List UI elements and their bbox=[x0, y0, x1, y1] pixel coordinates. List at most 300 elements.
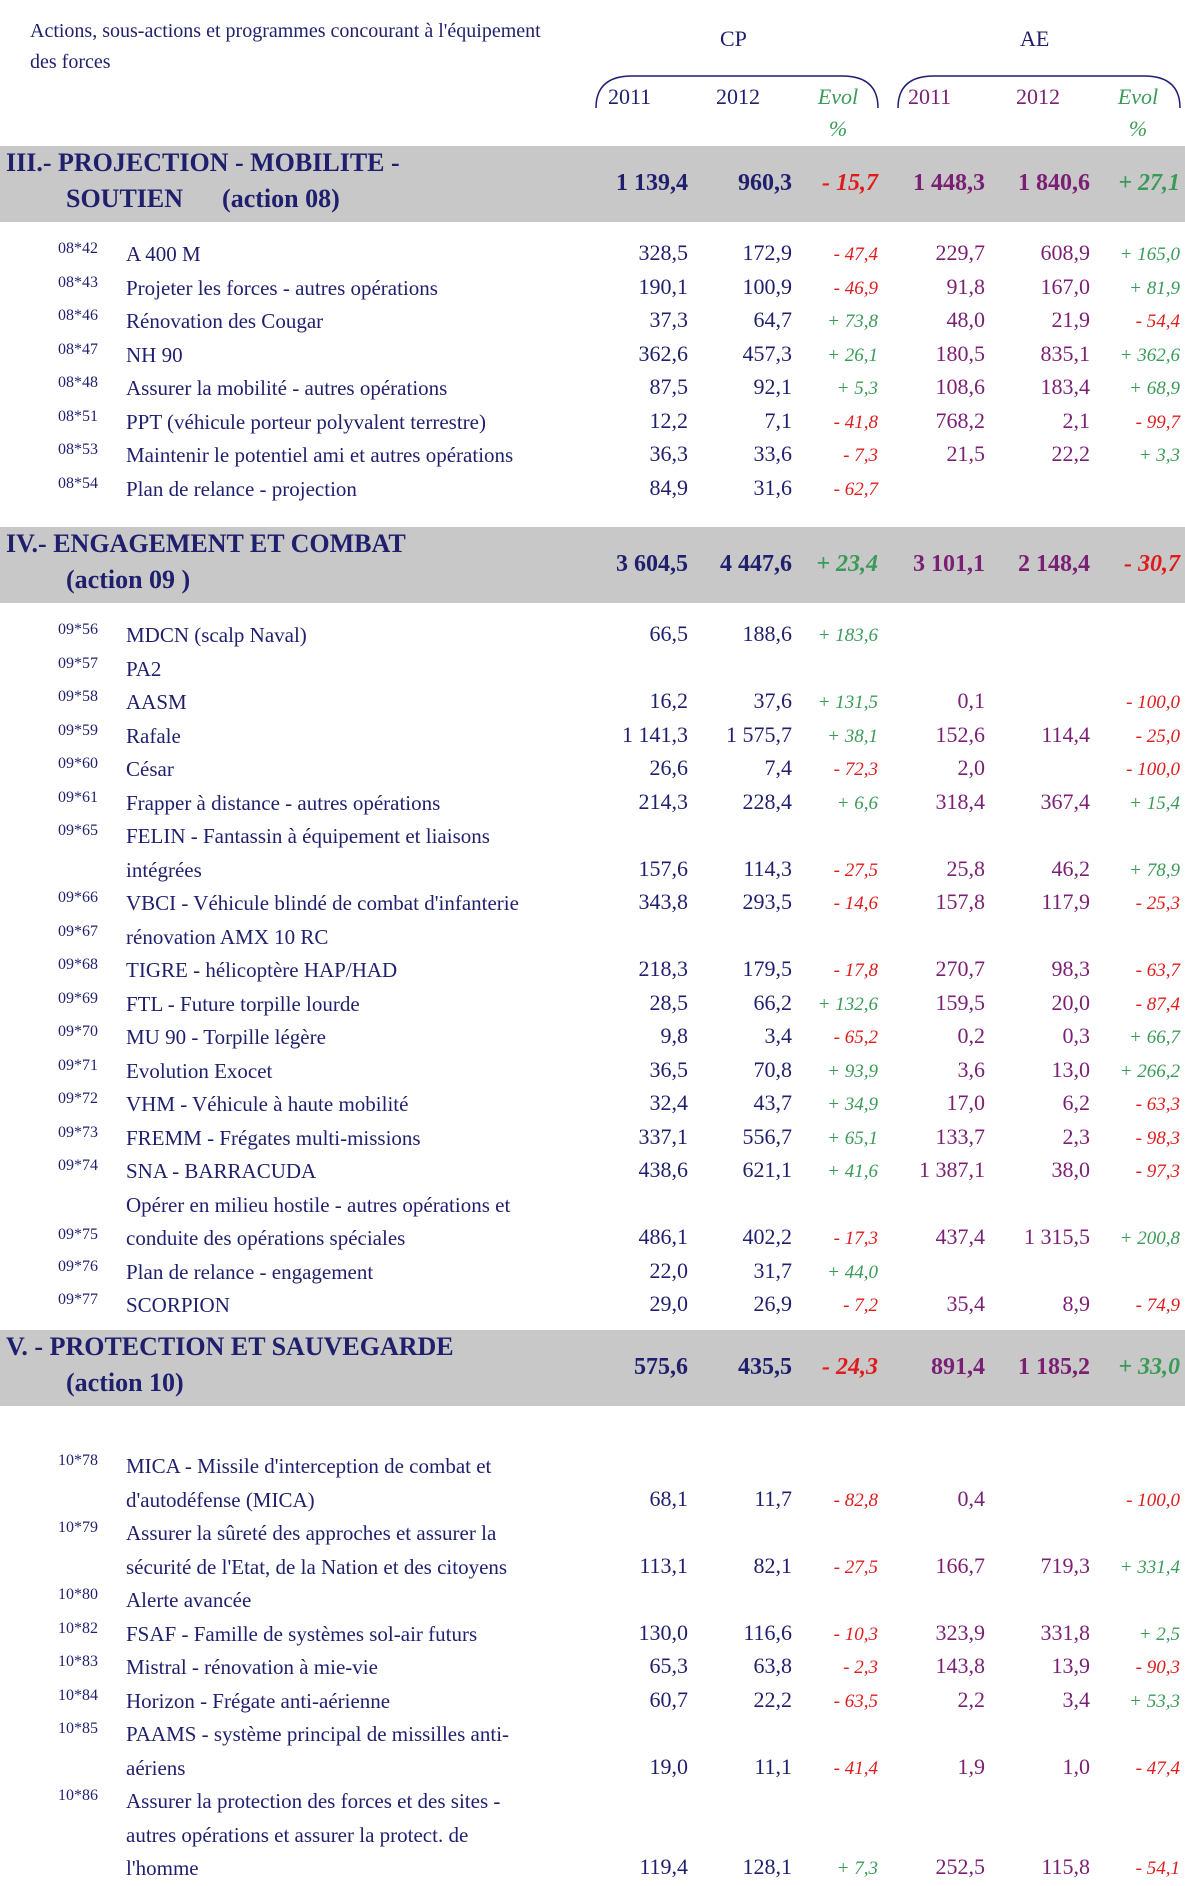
row-label-line: PPT (véhicule porteur polyvalent terrestre) bbox=[126, 409, 486, 434]
cp-evol-label: Evol bbox=[817, 84, 859, 109]
row-code: 09*75 bbox=[58, 1226, 98, 1243]
cell-ae-evol: - 25,3 bbox=[1135, 893, 1180, 914]
cell-ae2012: 46,2 bbox=[1051, 855, 1090, 881]
row-label-line: Rafale bbox=[126, 723, 181, 748]
row-label-line: FSAF - Famille de systèmes sol-air futurs bbox=[126, 1621, 478, 1646]
table-row bbox=[0, 988, 1185, 1022]
cell-cp2012: 43,7 bbox=[753, 1090, 792, 1115]
cell-ae2011: 159,5 bbox=[935, 989, 985, 1015]
section-ae-evol: + 27,1 bbox=[1118, 170, 1180, 196]
row-code: 08*54 bbox=[58, 474, 98, 492]
cell-ae2011: 229,7 bbox=[935, 240, 985, 265]
table-row bbox=[0, 1718, 1185, 1785]
cell-ae-evol: + 68,9 bbox=[1129, 378, 1180, 399]
row-code: 09*61 bbox=[58, 788, 98, 806]
row-label-line: Horizon - Frégate anti-aérienne bbox=[126, 1688, 391, 1713]
cell-cp2012: 116,6 bbox=[743, 1619, 792, 1645]
row-label bbox=[126, 406, 486, 440]
cell-ae2011: 180,5 bbox=[935, 340, 985, 366]
row-code: 10*84 bbox=[58, 1686, 98, 1704]
row-label bbox=[126, 988, 360, 1022]
cell-ae-evol: - 100,0 bbox=[1126, 692, 1180, 713]
cell-ae2011: 25,8 bbox=[946, 855, 985, 881]
row-label bbox=[126, 954, 397, 988]
cell-cp2012: 114,3 bbox=[743, 855, 792, 881]
row-label-line: autres opérations et assurer la protect. de bbox=[126, 1822, 469, 1847]
section-ae-2011: 1 448,3 bbox=[913, 170, 985, 196]
cell-cp2011: 157,6 bbox=[638, 855, 688, 881]
row-label-line: rénovation AMX 10 RC bbox=[126, 924, 329, 949]
cell-cp-evol: - 65,2 bbox=[833, 1027, 878, 1048]
cell-cp2012: 37,6 bbox=[753, 688, 792, 713]
row-label-line: AASM bbox=[126, 690, 187, 714]
row-code: 08*51 bbox=[58, 407, 98, 425]
cell-ae-evol: + 266,2 bbox=[1119, 1060, 1180, 1082]
cell-cp-evol: + 93,9 bbox=[827, 1060, 878, 1082]
row-code: 09*74 bbox=[58, 1157, 98, 1174]
section-ae-evol: - 30,7 bbox=[1124, 551, 1180, 577]
cell-ae-evol: - 90,3 bbox=[1135, 1657, 1180, 1678]
section-cp-2012: 4 447,6 bbox=[720, 551, 792, 577]
section-cp-2011: 1 139,4 bbox=[616, 170, 688, 196]
row-code: 09*58 bbox=[58, 688, 98, 705]
section-cp-evol: - 15,7 bbox=[822, 170, 878, 196]
cell-cp-evol: - 62,7 bbox=[833, 478, 878, 500]
row-label bbox=[126, 305, 323, 339]
row-code: 08*42 bbox=[58, 240, 98, 257]
cell-ae-evol: - 100,0 bbox=[1126, 1489, 1180, 1511]
row-label bbox=[126, 1517, 507, 1584]
cell-ae-evol: - 87,4 bbox=[1135, 993, 1180, 1015]
cell-ae2012: 1 315,5 bbox=[1024, 1224, 1090, 1249]
section-ae-2011: 891,4 bbox=[931, 1354, 985, 1380]
cell-ae-evol: + 362,6 bbox=[1119, 344, 1180, 366]
cell-cp2012: 11,1 bbox=[754, 1753, 792, 1779]
cell-cp2011: 1 141,3 bbox=[622, 721, 688, 747]
row-label bbox=[126, 1021, 326, 1055]
row-label-line: Alerte avancée bbox=[126, 1588, 252, 1612]
cell-ae-evol: + 78,9 bbox=[1129, 859, 1180, 881]
cell-cp2012: 457,3 bbox=[742, 340, 792, 366]
cell-cp2011: 12,2 bbox=[649, 407, 688, 433]
cell-cp2012: 402,2 bbox=[742, 1224, 792, 1249]
cell-ae-evol: + 2,5 bbox=[1138, 1623, 1180, 1645]
row-label bbox=[126, 238, 201, 272]
row-label bbox=[126, 653, 161, 687]
cell-cp2011: 9,8 bbox=[660, 1023, 688, 1048]
cell-ae-evol: + 15,4 bbox=[1129, 792, 1180, 814]
cell-ae2012: 38,0 bbox=[1051, 1157, 1090, 1182]
cell-ae2011: 0,4 bbox=[957, 1485, 985, 1511]
cell-cp2011: 65,3 bbox=[649, 1653, 688, 1678]
cell-cp2012: 70,8 bbox=[753, 1056, 792, 1082]
table-row bbox=[0, 1651, 1185, 1685]
row-label-line: VHM - Véhicule à haute mobilité bbox=[126, 1092, 409, 1116]
cell-ae2011: 0,2 bbox=[957, 1023, 985, 1048]
cell-ae2011: 143,8 bbox=[935, 1653, 985, 1678]
row-label bbox=[126, 1618, 477, 1652]
cell-ae-evol: - 97,3 bbox=[1135, 1161, 1180, 1182]
ae-group-label: AE bbox=[1020, 26, 1050, 51]
row-code: 08*47 bbox=[58, 340, 98, 358]
cell-ae2011: 48,0 bbox=[946, 307, 985, 332]
cell-ae2011: 17,0 bbox=[946, 1090, 985, 1115]
section-ae-evol: + 33,0 bbox=[1118, 1354, 1180, 1380]
cell-ae2011: 2,2 bbox=[957, 1686, 985, 1712]
row-code: 09*71 bbox=[58, 1056, 98, 1074]
table-row bbox=[0, 653, 1185, 687]
row-code: 09*77 bbox=[58, 1291, 98, 1308]
row-label-line: Mistral - rénovation à mie-vie bbox=[126, 1655, 378, 1679]
cell-ae-evol: - 99,7 bbox=[1135, 411, 1180, 433]
cell-ae-evol: - 63,3 bbox=[1135, 1094, 1180, 1115]
row-label bbox=[126, 753, 174, 787]
cell-ae2012: 835,1 bbox=[1040, 340, 1090, 366]
row-code: 09*69 bbox=[58, 989, 98, 1007]
row-label-line: MU 90 - Torpille légère bbox=[126, 1025, 326, 1049]
cell-ae-evol: + 331,4 bbox=[1119, 1556, 1180, 1578]
section-title: IV.- ENGAGEMENT ET COMBAT bbox=[6, 529, 406, 558]
row-label bbox=[126, 619, 307, 653]
cell-ae-evol: - 63,7 bbox=[1135, 960, 1180, 981]
cell-cp2012: 22,2 bbox=[753, 1686, 792, 1712]
row-label bbox=[126, 1785, 500, 1886]
cell-ae-evol: + 53,3 bbox=[1129, 1690, 1180, 1712]
row-label-line: MDCN (scalp Naval) bbox=[126, 623, 307, 647]
cp-evol-pct: % bbox=[828, 116, 848, 141]
table-row bbox=[0, 238, 1185, 272]
row-code: 09*67 bbox=[58, 922, 98, 940]
cell-cp2012: 100,9 bbox=[742, 273, 792, 299]
cell-ae-evol: + 200,8 bbox=[1119, 1228, 1180, 1249]
table-row bbox=[0, 406, 1185, 440]
row-label bbox=[126, 339, 183, 373]
row-label bbox=[126, 1584, 251, 1618]
cell-cp-evol: - 82,8 bbox=[833, 1489, 878, 1511]
row-label bbox=[126, 439, 513, 473]
row-label bbox=[126, 473, 357, 507]
row-code: 08*53 bbox=[58, 441, 98, 458]
cell-ae2011: 91,8 bbox=[946, 273, 985, 299]
cell-cp2011: 84,9 bbox=[649, 474, 688, 500]
cell-cp2012: 7,1 bbox=[764, 407, 792, 433]
cell-cp2011: 60,7 bbox=[649, 1686, 688, 1712]
cp-group-label: CP bbox=[720, 26, 747, 51]
cell-ae2012: 6,2 bbox=[1062, 1090, 1090, 1115]
cell-cp-evol: - 27,5 bbox=[833, 1556, 878, 1578]
section-title: III.- PROJECTION - MOBILITE - bbox=[6, 148, 400, 177]
row-label-line: Plan de relance - engagement bbox=[126, 1259, 374, 1284]
cell-ae2011: 152,6 bbox=[935, 721, 985, 747]
cell-cp2011: 337,1 bbox=[638, 1123, 688, 1149]
cell-cp-evol: - 47,4 bbox=[833, 244, 878, 265]
section-cp-2012: 960,3 bbox=[738, 170, 792, 196]
row-label bbox=[126, 1256, 373, 1290]
row-label-line: SNA - BARRACUDA bbox=[126, 1159, 317, 1183]
row-label-line: intégrées bbox=[126, 857, 202, 882]
row-label-line: FELIN - Fantassin à équipement et liaisons bbox=[126, 824, 490, 848]
cell-cp2012: 11,7 bbox=[754, 1485, 792, 1511]
cell-cp-evol: + 38,1 bbox=[827, 725, 878, 747]
cell-cp-evol: + 34,9 bbox=[827, 1094, 878, 1115]
cell-cp2011: 37,3 bbox=[649, 307, 688, 332]
row-label-line: VBCI - Véhicule blindé de combat d'infanterie bbox=[126, 891, 519, 915]
section-cp-2012: 435,5 bbox=[738, 1354, 792, 1380]
cell-ae2012: 719,3 bbox=[1040, 1552, 1090, 1578]
cell-ae-evol: - 98,3 bbox=[1135, 1127, 1180, 1149]
row-label bbox=[126, 1189, 510, 1256]
cell-cp2012: 66,2 bbox=[753, 989, 792, 1015]
cell-ae2011: 0,1 bbox=[957, 688, 985, 713]
cell-cp2012: 188,6 bbox=[742, 621, 792, 646]
cell-ae2011: 35,4 bbox=[946, 1291, 985, 1316]
cell-cp-evol: - 10,3 bbox=[833, 1623, 878, 1645]
cell-ae2011: 157,8 bbox=[935, 889, 985, 914]
cell-cp2012: 26,9 bbox=[753, 1291, 792, 1316]
cell-cp2011: 343,8 bbox=[638, 889, 688, 914]
cell-ae2012: 8,9 bbox=[1062, 1291, 1090, 1316]
table-row bbox=[0, 1021, 1185, 1055]
row-label-line: Frapper à distance - autres opérations bbox=[126, 790, 441, 815]
table-row bbox=[0, 473, 1185, 507]
cell-ae2011: 1,9 bbox=[957, 1753, 985, 1779]
cell-cp2011: 36,5 bbox=[649, 1056, 688, 1082]
row-label-line: Opérer en milieu hostile - autres opérations et bbox=[126, 1192, 511, 1217]
table-row bbox=[0, 1584, 1185, 1618]
row-code: 10*83 bbox=[58, 1653, 98, 1670]
row-label-line: PA2 bbox=[126, 656, 162, 681]
table-row bbox=[0, 1618, 1185, 1652]
cell-cp2012: 293,5 bbox=[742, 889, 792, 914]
row-label bbox=[126, 921, 328, 955]
cell-cp2011: 214,3 bbox=[638, 788, 688, 814]
cell-cp2012: 92,1 bbox=[753, 374, 792, 399]
row-label bbox=[126, 1055, 272, 1089]
cp-year-2012: 2012 bbox=[716, 84, 760, 109]
row-label bbox=[126, 820, 490, 887]
cell-cp-evol: + 44,0 bbox=[827, 1261, 878, 1283]
row-label-line: Assurer la sûreté des approches et assurer la bbox=[126, 1521, 497, 1545]
cell-ae2012: 21,9 bbox=[1051, 307, 1090, 332]
cell-cp2012: 1 575,7 bbox=[726, 721, 792, 747]
cell-ae2011: 270,7 bbox=[935, 956, 985, 981]
row-label-line: FTL - Future torpille lourde bbox=[126, 991, 360, 1016]
row-label-line: sécurité de l'Etat, de la Nation et des citoyens bbox=[126, 1554, 508, 1579]
row-label bbox=[126, 1450, 491, 1517]
section-title: V. - PROTECTION ET SAUVEGARDE bbox=[6, 1332, 454, 1361]
row-code: 09*66 bbox=[58, 889, 98, 906]
cell-cp2011: 68,1 bbox=[649, 1485, 688, 1511]
cell-cp2011: 190,1 bbox=[638, 273, 688, 299]
cell-ae2011: 2,0 bbox=[957, 755, 985, 780]
section-ae-2011: 3 101,1 bbox=[913, 551, 985, 577]
row-label-line: conduite des opérations spéciales bbox=[126, 1226, 406, 1250]
table-header-title: Actions, sous-actions et programmes concourant à l'équipement des forces bbox=[30, 20, 541, 73]
cell-ae2011: 1 387,1 bbox=[919, 1157, 985, 1182]
cell-ae-evol: - 54,4 bbox=[1135, 311, 1180, 332]
cell-ae2011: 166,7 bbox=[935, 1552, 985, 1578]
cell-cp2011: 113,1 bbox=[639, 1552, 688, 1578]
cell-cp-evol: + 41,6 bbox=[827, 1161, 878, 1182]
row-label-line: SCORPION bbox=[126, 1293, 230, 1317]
row-label-line: A 400 M bbox=[126, 242, 201, 266]
table-row bbox=[0, 1785, 1185, 1886]
table-row bbox=[0, 1289, 1185, 1323]
cell-cp2011: 328,5 bbox=[638, 240, 688, 265]
section-subtitle: (action 09 ) bbox=[66, 565, 191, 594]
cell-cp2011: 438,6 bbox=[638, 1157, 688, 1182]
row-code: 10*86 bbox=[58, 1787, 98, 1804]
table-row bbox=[0, 1256, 1185, 1290]
row-label bbox=[126, 720, 181, 754]
row-code: 09*56 bbox=[58, 621, 98, 638]
cell-cp-evol: - 72,3 bbox=[833, 759, 878, 780]
row-label bbox=[126, 887, 519, 921]
table-row bbox=[0, 1088, 1185, 1122]
cell-cp-evol: - 14,6 bbox=[833, 893, 878, 914]
row-label bbox=[126, 1155, 316, 1189]
cell-cp2011: 362,6 bbox=[638, 340, 688, 366]
row-label bbox=[126, 1685, 390, 1719]
row-label-line: Assurer la mobilité - autres opérations bbox=[126, 376, 448, 400]
row-code: 09*76 bbox=[58, 1257, 98, 1275]
table-row bbox=[0, 1685, 1185, 1719]
cell-ae2012: 22,2 bbox=[1051, 441, 1090, 466]
table-row bbox=[0, 720, 1185, 754]
cell-ae2012: 331,8 bbox=[1040, 1619, 1090, 1645]
row-code: 10*85 bbox=[58, 1720, 98, 1737]
table-row bbox=[0, 272, 1185, 306]
table-row bbox=[0, 339, 1185, 373]
cell-ae2012: 13,9 bbox=[1051, 1653, 1090, 1678]
cell-cp2011: 19,0 bbox=[649, 1753, 688, 1779]
cell-cp-evol: - 7,2 bbox=[843, 1295, 878, 1316]
cell-cp2012: 7,4 bbox=[764, 755, 792, 780]
cell-ae-evol: - 47,4 bbox=[1135, 1757, 1180, 1779]
section-ae-2012: 2 148,4 bbox=[1018, 551, 1090, 577]
cell-cp-evol: + 131,5 bbox=[817, 692, 878, 713]
cell-cp2012: 128,1 bbox=[742, 1854, 792, 1879]
cell-cp2012: 228,4 bbox=[742, 788, 792, 814]
row-label bbox=[126, 1718, 509, 1785]
section-ae-2012: 1 185,2 bbox=[1018, 1354, 1090, 1380]
cell-cp-evol: + 132,6 bbox=[817, 993, 878, 1015]
cell-ae2011: 133,7 bbox=[935, 1123, 985, 1149]
section-cp-evol: + 23,4 bbox=[816, 551, 878, 577]
table-row bbox=[0, 305, 1185, 339]
cell-ae-evol: - 100,0 bbox=[1126, 759, 1180, 780]
row-label-line: Evolution Exocet bbox=[126, 1058, 273, 1083]
cell-cp2011: 26,6 bbox=[649, 755, 688, 780]
cell-ae2012: 115,8 bbox=[1041, 1854, 1090, 1879]
row-label-line: TIGRE - hélicoptère HAP/HAD bbox=[126, 958, 398, 982]
cell-cp2011: 16,2 bbox=[649, 688, 688, 713]
table-row bbox=[0, 1055, 1185, 1089]
cell-ae2012: 13,0 bbox=[1051, 1056, 1090, 1082]
cell-cp-evol: - 63,5 bbox=[833, 1690, 878, 1712]
cell-ae-evol: - 25,0 bbox=[1135, 725, 1180, 747]
section-subtitle: (action 10) bbox=[66, 1368, 184, 1397]
row-label-line: Rénovation des Cougar bbox=[126, 309, 324, 333]
row-label-line: Assurer la protection des forces et des sites - bbox=[126, 1789, 501, 1813]
table-row bbox=[0, 820, 1185, 887]
row-code: 09*59 bbox=[58, 721, 98, 739]
cell-ae2012: 2,1 bbox=[1062, 407, 1090, 433]
table-row bbox=[0, 887, 1185, 921]
table-row bbox=[0, 372, 1185, 406]
section-cp-2011: 575,6 bbox=[634, 1354, 688, 1380]
cell-cp2012: 63,8 bbox=[753, 1653, 792, 1678]
ae-evol-label: Evol bbox=[1117, 84, 1159, 109]
table-row bbox=[0, 921, 1185, 955]
cell-cp-evol: - 41,4 bbox=[833, 1757, 878, 1779]
cell-ae2011: 21,5 bbox=[946, 441, 985, 466]
cell-ae2012: 367,4 bbox=[1040, 788, 1090, 814]
cell-cp-evol: + 73,8 bbox=[827, 311, 878, 332]
cell-cp-evol: - 27,5 bbox=[833, 859, 878, 881]
cell-ae-evol: - 54,1 bbox=[1135, 1858, 1180, 1879]
row-code: 10*78 bbox=[58, 1452, 98, 1469]
cell-ae2011: 437,4 bbox=[935, 1224, 985, 1249]
row-label bbox=[126, 1088, 408, 1122]
cell-cp2011: 218,3 bbox=[638, 956, 688, 981]
cell-cp-evol: - 46,9 bbox=[833, 277, 878, 299]
row-code: 08*48 bbox=[58, 374, 98, 391]
cell-cp2011: 32,4 bbox=[649, 1090, 688, 1115]
table-row bbox=[0, 1189, 1185, 1256]
cell-cp2012: 33,6 bbox=[753, 441, 792, 466]
row-label-line: Plan de relance - projection bbox=[126, 476, 357, 501]
cell-cp2011: 130,0 bbox=[638, 1619, 688, 1645]
table-row bbox=[0, 1155, 1185, 1189]
cell-ae-evol: + 81,9 bbox=[1129, 277, 1180, 299]
cell-cp-evol: - 17,8 bbox=[833, 960, 878, 981]
row-code: 08*46 bbox=[58, 307, 98, 324]
row-code: 10*79 bbox=[58, 1519, 98, 1536]
cell-cp-evol: + 5,3 bbox=[836, 378, 878, 399]
table-row bbox=[0, 439, 1185, 473]
row-code: 09*72 bbox=[58, 1090, 98, 1107]
cell-ae2011: 108,6 bbox=[935, 374, 985, 399]
cell-cp-evol: + 65,1 bbox=[827, 1127, 878, 1149]
cell-cp2012: 172,9 bbox=[742, 240, 792, 265]
row-code: 09*68 bbox=[58, 956, 98, 973]
cell-ae-evol: + 3,3 bbox=[1138, 445, 1180, 466]
cell-cp2011: 66,5 bbox=[649, 621, 688, 646]
cell-ae2012: 20,0 bbox=[1051, 989, 1090, 1015]
row-label-line: Projeter les forces - autres opérations bbox=[126, 275, 438, 300]
cell-cp2011: 119,4 bbox=[639, 1854, 688, 1879]
row-label bbox=[126, 372, 447, 406]
cell-ae2012: 0,3 bbox=[1062, 1023, 1090, 1048]
row-label-line: l'homme bbox=[126, 1856, 199, 1880]
cell-cp-evol: + 7,3 bbox=[836, 1858, 878, 1879]
row-label bbox=[126, 272, 438, 306]
cell-cp2012: 82,1 bbox=[753, 1552, 792, 1578]
row-label bbox=[126, 1651, 378, 1685]
cell-cp2011: 22,0 bbox=[649, 1257, 688, 1283]
cell-cp2012: 31,6 bbox=[753, 474, 792, 500]
row-label-line: César bbox=[126, 757, 174, 781]
cell-ae2012: 1,0 bbox=[1062, 1753, 1090, 1779]
table-row bbox=[0, 619, 1185, 653]
ae-evol-pct: % bbox=[1128, 116, 1148, 141]
row-code: 09*73 bbox=[58, 1123, 98, 1141]
cell-cp2012: 3,4 bbox=[764, 1023, 792, 1048]
section-subtitle: SOUTIEN (action 08) bbox=[66, 184, 340, 213]
cell-cp2011: 36,3 bbox=[649, 441, 688, 466]
row-code: 09*65 bbox=[58, 822, 98, 839]
